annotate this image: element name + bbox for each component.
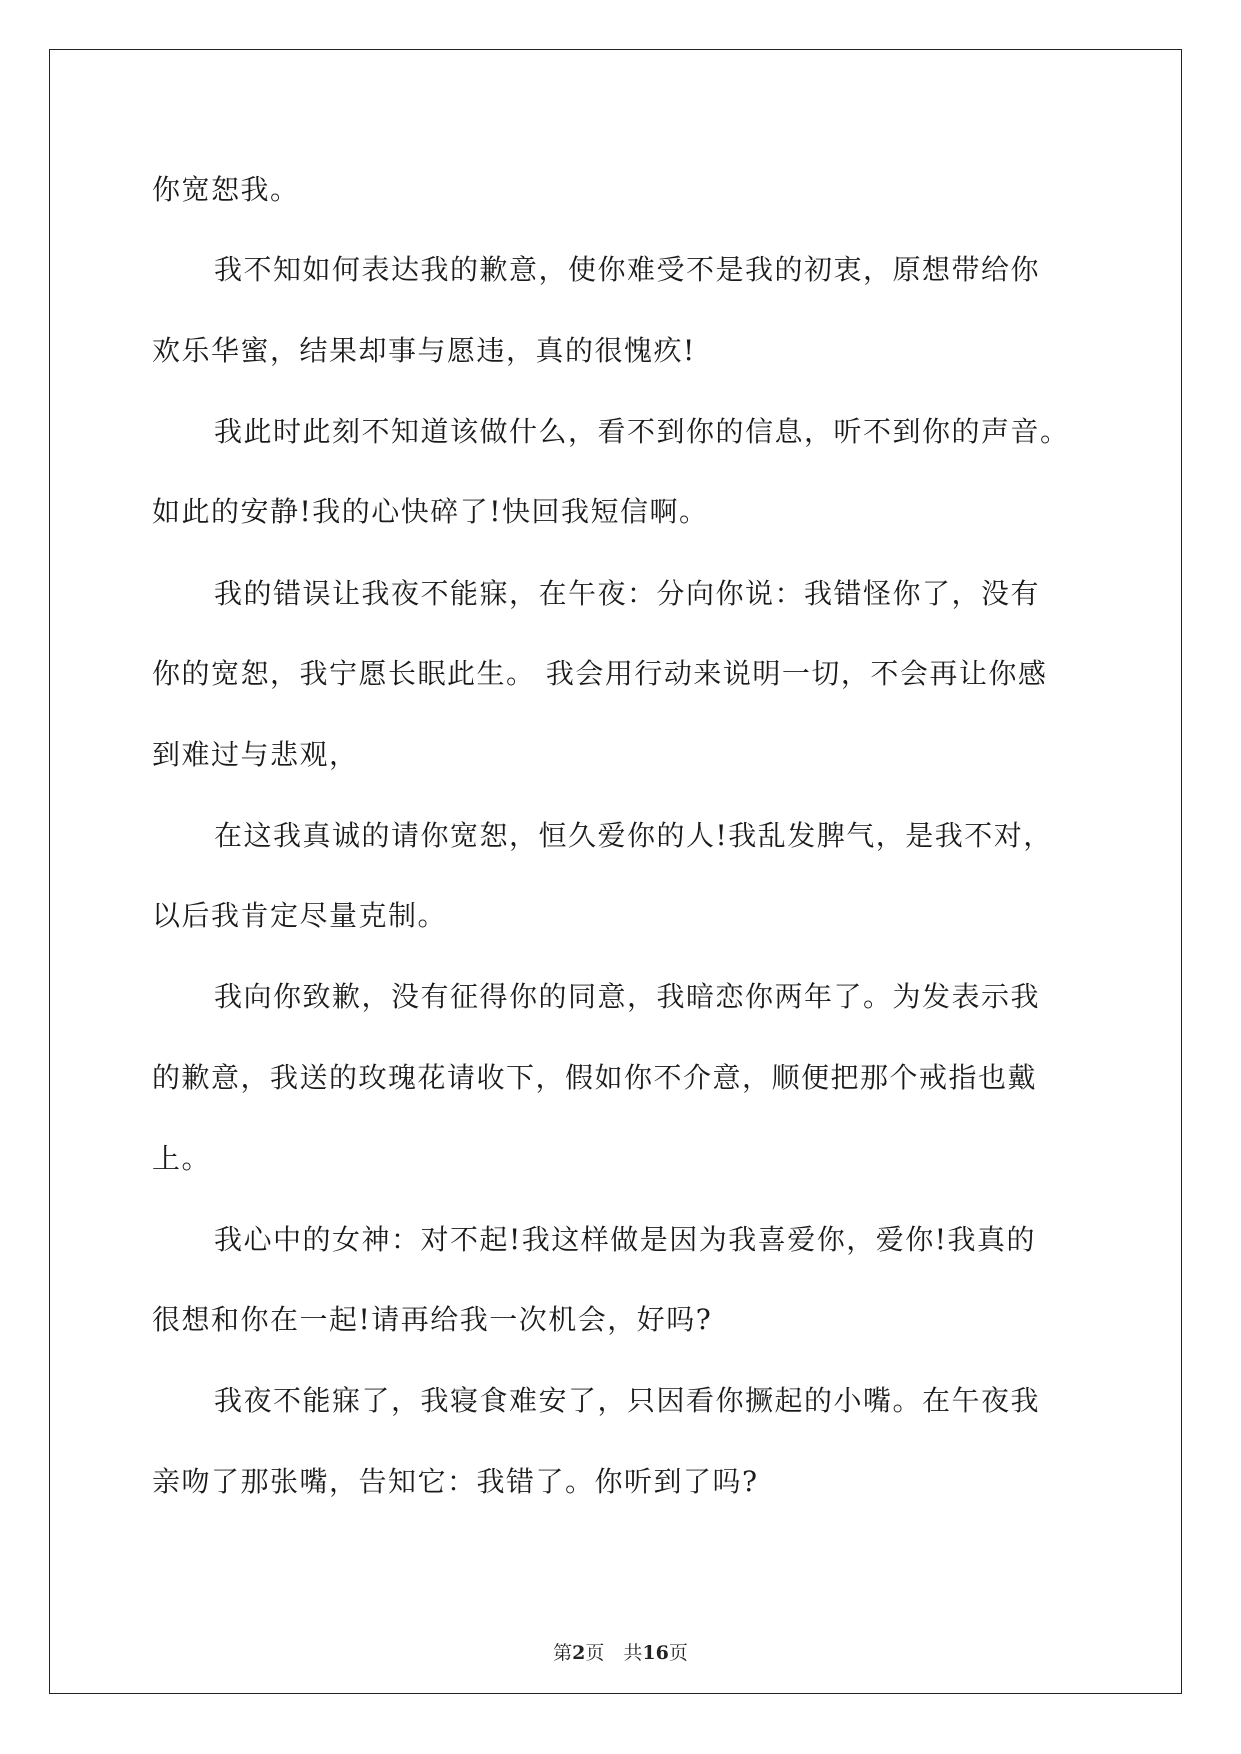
page-border xyxy=(49,49,1182,1694)
text-line: 你的宽恕，我宁愿长眠此生。 我会用行动来说明一切，不会再让你感 xyxy=(152,657,1048,690)
text-line: 我的错误让我夜不能寐，在午夜：分向你说：我错怪你了，没有 xyxy=(214,577,1041,610)
text-line: 如此的安静!我的心快碎了!快回我短信啊。 xyxy=(152,495,709,528)
text-line: 欢乐华蜜，结果却事与愿违，真的很愧疚! xyxy=(152,334,696,367)
footer-page-prefix: 第 xyxy=(553,1642,573,1664)
footer-total-prefix: 共 xyxy=(623,1642,643,1664)
text-line: 你宽恕我。 xyxy=(152,173,300,206)
text-line: 到难过与悲观， xyxy=(152,738,359,771)
text-line: 亲吻了那张嘴，告知它：我错了。你听到了吗? xyxy=(152,1465,759,1498)
text-line: 我心中的女神：对不起!我这样做是因为我喜爱你，爱你!我真的 xyxy=(214,1223,1037,1256)
text-line: 我此时此刻不知道该做什么，看不到你的信息，听不到你的声音。 xyxy=(214,415,1070,448)
footer-page-suffix: 页 xyxy=(585,1642,605,1664)
text-line: 很想和你在一起!请再给我一次机会，好吗? xyxy=(152,1303,713,1336)
text-line: 的歉意，我送的玫瑰花请收下，假如你不介意，顺便把那个戒指也戴 xyxy=(152,1061,1038,1094)
text-line: 在这我真诚的请你宽恕，恒久爱你的人!我乱发脾气，是我不对， xyxy=(214,819,1053,852)
footer-total-suffix: 页 xyxy=(668,1642,688,1664)
text-line: 我夜不能寐了，我寝食难安了，只因看你撅起的小嘴。在午夜我 xyxy=(214,1384,1041,1417)
text-line: 上。 xyxy=(152,1142,212,1175)
text-line: 我向你致歉，没有征得你的同意，我暗恋你两年了。为发表示我 xyxy=(214,980,1041,1013)
text-line: 我不知如何表达我的歉意，使你难受不是我的初衷，原想带给你 xyxy=(214,253,1041,286)
footer-total-pages: 16 xyxy=(642,1642,669,1664)
footer-page-number: 2 xyxy=(572,1642,586,1664)
text-line: 以后我肯定尽量克制。 xyxy=(152,899,448,932)
page-number-footer xyxy=(0,1638,1241,1665)
